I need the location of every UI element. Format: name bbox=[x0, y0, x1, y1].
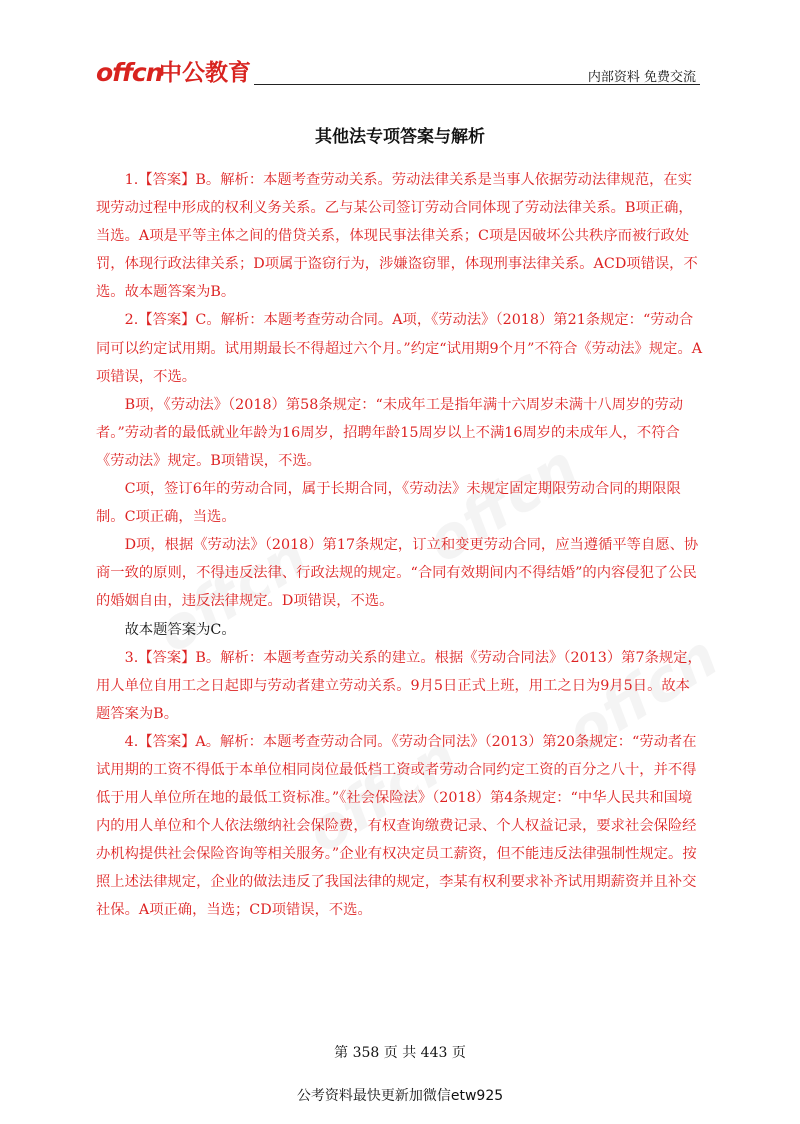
page-header bbox=[96, 58, 700, 92]
page-number: 第 358 页 共 443 页 bbox=[334, 1045, 466, 1061]
header-note: 内部资料 免费交流 bbox=[587, 70, 696, 85]
paragraph-q2-b: B项，《劳动法》（2018）第58条规定：“未成年工是指年满十六周岁未满十八周岁的劳动者。”劳动者的最低就业年龄为16周岁，招聘年龄15周岁以上不满16周岁的未成年人，不符合《劳动法》规定。B项错误，不选。 bbox=[96, 396, 684, 469]
paragraph-q2: 2.【答案】C。解析：本题考查劳动合同。A项，《劳动法》（2018）第21条规定：“劳动合同可以约定试用期。试用期最长不得超过六个月。”约定“试用期9个月”不符合《劳动法》规定。A项错误，不选。 bbox=[96, 312, 703, 385]
paragraph-q3: 3.【答案】B。解析：本题考查劳动关系的建立。根据《劳动合同法》（2013）第7条规定，用人单位自用工之日起即与劳动者建立劳动关系。9月5日正式上班，用工之日为9月5日。故本题答案为B。 bbox=[96, 649, 702, 722]
paragraph-q1: 1.【答案】B。解析：本题考查劳动关系。劳动法律关系是当事人依据劳动法律规范，在实现劳动过程中形成的权利义务关系。乙与某公司签订劳动合同体现了劳动法律关系。B项正确，当选。A项是平等主体之间的借贷关系，体现民事法律关系；C项是因破坏公共秩序而被行政处罚，体现行政法律关系；D项属于盗窃行为，涉嫌盗窃罪，体现刑事法律关系。ACD项错误，不选。故本题答案为B。 bbox=[96, 172, 698, 301]
brand-name: 中公教育 bbox=[159, 60, 251, 86]
paragraph-q2-d: D项，根据《劳动法》（2018）第17条规定，订立和变更劳动合同，应当遵循平等自愿、协商一致的原则，不得违反法律、行政法规的规定。“合同有效期间内不得结婚”的内容侵犯了公民的婚姻自由，违反法律规定。D项错误，不选。 bbox=[96, 537, 699, 610]
page-title: 其他法专项答案与解析 bbox=[315, 127, 485, 147]
bottom-note: 公考资料最快更新加微信etw925 bbox=[296, 1088, 504, 1104]
paragraph-q4: 4.【答案】A。解析：本题考查劳动合同。《劳动合同法》（2013）第20条规定：“劳动者在试用期的工资不得低于本单位相同岗位最低档工资或者劳动合同约定工资的百分之八十，并不得低于用人单位所在地的最低工资标准。”《社会保险法》（2018）第4条规定：“中华人民共和国境内的用人单位和个人依法缴纳社会保险费，有权查询缴费记录、个人权益记录，要求社会保险经办机构提供社会保险咨询等相关服务。”企业有权决定员工薪资，但不能违反法律强制性规定。按照上述法律规定，企业的做法违反了我国法律的规定，李某有权利要求补齐试用期薪资并且补交社保。A项正确，当选；CD项错误，不选。 bbox=[96, 733, 697, 919]
answer-body bbox=[96, 166, 704, 925]
paragraph-q2-c: C项，签订6年的劳动合同，属于长期合同，《劳动法》未规定固定期限劳动合同的期限限制。C项正确，当选。 bbox=[96, 481, 681, 526]
offcn-logo: offcn bbox=[96, 58, 163, 87]
paragraph-q2-conclusion: 故本题答案为C。 bbox=[124, 621, 236, 638]
